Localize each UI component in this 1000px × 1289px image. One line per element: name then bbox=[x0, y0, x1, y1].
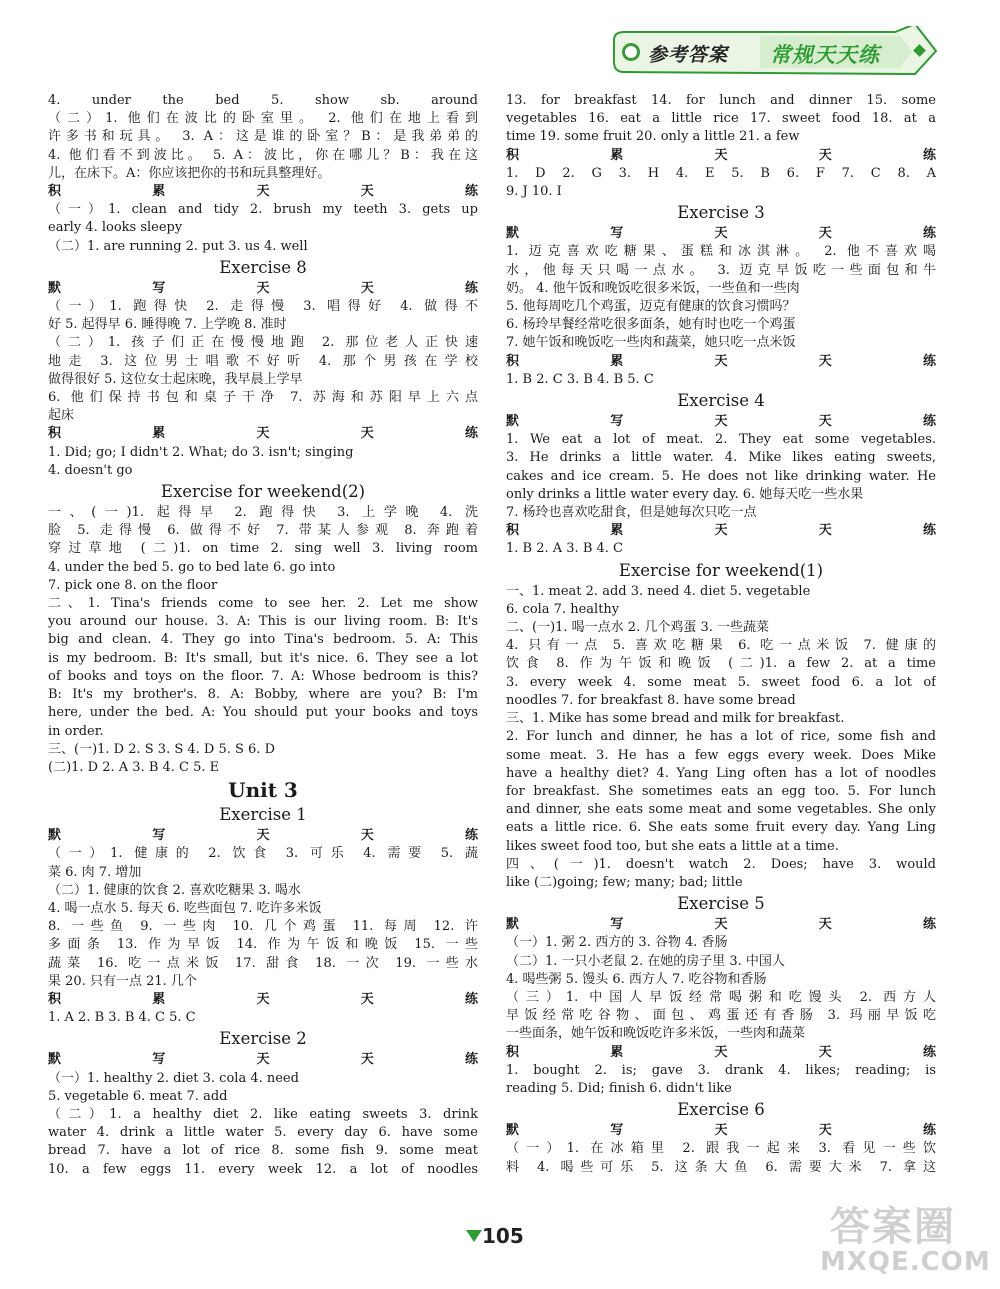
answer-line: for breakfast. She sometimes eats an egg too. 5. For lunch bbox=[506, 783, 936, 799]
page-number bbox=[466, 1222, 536, 1252]
answer-line: likes sweet food too, but she eats a little at a time. bbox=[506, 838, 839, 854]
answer-line: 4. 他们看不到波比。 5. A：波比，你在哪儿？B：我在这 bbox=[48, 147, 478, 163]
answer-line: 起床 bbox=[48, 408, 75, 424]
exercise-title: Exercise 4 bbox=[677, 391, 765, 411]
answer-line: 13. for breakfast 14. for lunch and dinner 15. some bbox=[506, 93, 936, 108]
answer-line: reading 5. Did; finish 6. didn't like bbox=[506, 1080, 732, 1096]
answer-line: some meat. 3. He has a few eggs every week. Does Mike bbox=[506, 747, 936, 763]
answer-line: big and clean. 4. They go into Tina's bedroom. 5. A: This bbox=[48, 632, 478, 648]
answer-line: （一）1. clean and tidy 2. brush my teeth 3. gets up bbox=[48, 202, 478, 218]
answer-line: （三）1. 中国人早饭经常喝粥和吃馒头 2. 西方人 bbox=[506, 989, 936, 1005]
triangle-icon bbox=[466, 1230, 482, 1242]
right-column bbox=[506, 92, 936, 1177]
answer-line: 二、1. Tina's friends come to see her. 2. Let me show bbox=[48, 596, 478, 612]
answer-line: time 19. some fruit 20. only a little 21. a few bbox=[506, 129, 800, 145]
answer-line: 2. For lunch and dinner, he has a lot of rice, some fish and bbox=[506, 729, 936, 745]
answer-line: 脸 5. 走得慢 6. 做得不好 7. 带某人参观 8. 奔跑着 bbox=[48, 523, 478, 539]
answer-line: （二）1. 孩子们正在慢慢地跑 2. 那位老人正快速 bbox=[48, 335, 478, 351]
answer-line: 蔬菜 16. 吃一点米饭 17. 甜食 18. 一次 19. 一些水 bbox=[48, 955, 478, 971]
answer-line: 4. 喝些粥 5. 馒头 6. 西方人 7. 吃谷物和香肠 bbox=[506, 971, 767, 987]
exercise-title: Exercise 1 bbox=[219, 805, 307, 825]
answer-title: 参考答案 bbox=[648, 44, 729, 66]
answer-line: is my bedroom. B: It's small, but it's nice. 6. They see a lot bbox=[48, 650, 478, 666]
answer-line: 6. 杨玲早餐经常吃很多面条，她有时也吃一个鸡蛋 bbox=[506, 317, 796, 333]
answer-line: 7. pick one 8. on the floor bbox=[48, 577, 218, 593]
answer-line: 4. 只有一点 5. 喜欢吃糖果 6. 吃一点米饭 7. 健康的 bbox=[506, 638, 936, 654]
answer-line: 一、(一)1. 起得早 2. 跑得快 3. 上学晚 4. 洗 bbox=[48, 505, 478, 521]
answer-line: 果 20. 只有一点 21. 几个 bbox=[48, 973, 197, 989]
answer-line: （二）1. a healthy diet 2. like eating sweets 3. drink bbox=[48, 1106, 478, 1122]
section-heading: 积累天天练 bbox=[48, 426, 478, 442]
section-heading: 积累天天练 bbox=[506, 147, 936, 163]
left-column bbox=[48, 92, 478, 1179]
answer-line: （二）1. 一只小老鼠 2. 在她的房子里 3. 中国人 bbox=[506, 953, 785, 969]
answer-line: 水，他每天只喝一点水。 3. 迈克早饭吃一些面包和牛 bbox=[506, 262, 936, 278]
answer-line: 二、(一)1. 喝一点水 2. 几个鸡蛋 3. 一些蔬菜 bbox=[506, 620, 770, 636]
answer-line: 饮食 8. 作为午饭和晚饭 (二)1. a few 2. at a time bbox=[506, 656, 936, 672]
answer-line: （一）1. 跑得快 2. 走得慢 3. 唱得好 4. 做得不 bbox=[48, 299, 478, 315]
answer-line: 6. 他们保持书包和桌子干净 7. 苏海和苏阳早上六点 bbox=[48, 390, 478, 406]
answer-line: B: It's my brother's. 8. A: Bobby, where are you? B: I'm bbox=[48, 687, 478, 703]
answer-line: 7. 她午饭和晚饭吃一些肉和蔬菜，她只吃一点米饭 bbox=[506, 335, 796, 351]
answer-line: 1. D 2. G 3. H 4. E 5. B 6. F 7. C 8. A bbox=[506, 165, 936, 181]
answer-line: 四、(一)1. doesn't watch 2. Does; have 3. would bbox=[506, 856, 936, 872]
answer-line: 7. 杨玲也喜欢吃甜食，但是她每次只吃一点 bbox=[506, 505, 757, 521]
answer-line: 1. B 2. A 3. B 4. C bbox=[506, 541, 623, 557]
answer-line: （一）1. 粥 2. 西方的 3. 谷物 4. 香肠 bbox=[506, 935, 728, 951]
answer-line: 1. 迈克喜欢吃糖果、蛋糕和冰淇淋。 2. 他不喜欢喝 bbox=[506, 244, 936, 260]
answer-line: （一）1. healthy 2. diet 3. cola 4. need bbox=[48, 1070, 299, 1086]
answer-line: 10. a few eggs 11. every week 12. a lot of noodles bbox=[48, 1161, 478, 1177]
answer-line: 菜 6. 肉 7. 增加 bbox=[48, 864, 142, 880]
answer-line: and dinner, she eats some meat and some vegetables. She only bbox=[506, 802, 936, 818]
section-heading: 积累天天练 bbox=[48, 184, 478, 200]
answer-line: （二）1. 健康的饮食 2. 喜欢吃糖果 3. 喝水 bbox=[48, 882, 301, 898]
section-heading: 默写天天练 bbox=[506, 414, 936, 430]
answer-line: 4. under the bed 5. go to bed late 6. go into bbox=[48, 559, 336, 575]
section-heading: 积累天天练 bbox=[506, 1044, 936, 1060]
answer-line: 4. doesn't go bbox=[48, 462, 133, 478]
answer-line: 9. J 10. I bbox=[506, 184, 562, 200]
section-heading: 默写天天练 bbox=[506, 226, 936, 242]
answer-line: 奶。 4. 他午饭和晚饭吃很多米饭，一些鱼和一些肉 bbox=[506, 280, 800, 296]
answer-line: water 4. drink a little water 5. every day 6. have some bbox=[48, 1125, 478, 1141]
answer-line: （二）1. 他们在波比的卧室里。 2. 他们在地上看到 bbox=[48, 111, 478, 127]
exercise-title: Exercise 2 bbox=[219, 1029, 307, 1049]
answer-line: 5. vegetable 6. meat 7. add bbox=[48, 1088, 228, 1104]
section-heading: 默写天天练 bbox=[48, 828, 478, 844]
answer-line: 6. cola 7. healthy bbox=[506, 601, 620, 617]
unit-title: Unit 3 bbox=[228, 778, 298, 803]
answer-line: 一、1. meat 2. add 3. need 4. diet 5. vegetable bbox=[506, 583, 811, 599]
answer-line: vegetables 16. eat a little rice 17. sweet food 18. at a bbox=[506, 111, 936, 127]
answer-line: 三、(一)1. D 2. S 3. S 4. D 5. S 6. D bbox=[48, 741, 276, 757]
section-heading: 默写天天练 bbox=[506, 1123, 936, 1139]
answer-line: 许多书和玩具。 3. A：这是谁的卧室？B：是我弟弟的 bbox=[48, 129, 478, 145]
answer-line: like (二)going; few; many; bad; little bbox=[506, 874, 743, 890]
answer-line: 做得很好 5. 这位女士起床晚，我早晨上学早 bbox=[48, 371, 303, 387]
answer-line: 1. B 2. C 3. B 4. B 5. C bbox=[506, 371, 654, 387]
answer-line: noodles 7. for breakfast 8. have some bread bbox=[506, 692, 796, 708]
exercise-title: Exercise 5 bbox=[677, 894, 765, 914]
answer-line: here, under the bed. A: You should put your books and toys bbox=[48, 705, 478, 721]
answer-line: have a healthy diet? 4. Yang Ling often has a lot of noodles bbox=[506, 765, 936, 781]
answer-line: 4. 喝一点水 5. 每天 6. 吃些面包 7. 吃许多米饭 bbox=[48, 900, 322, 916]
answer-line: （一）1. 在冰箱里 2. 跟我一起来 3. 看见一些饮 bbox=[506, 1141, 936, 1157]
section-heading: 默写天天练 bbox=[48, 280, 478, 296]
answer-line: 料 4. 喝些可乐 5. 这条大鱼 6. 需要大米 7. 拿这 bbox=[506, 1159, 936, 1175]
answer-line: early 4. looks sleepy bbox=[48, 220, 183, 236]
answer-line: 三、1. Mike has some bread and milk for breakfast. bbox=[506, 711, 845, 727]
answer-line: only drinks a little water every day. 6. 她每天吃一些水果 bbox=[506, 486, 864, 502]
series-title: 常规天天练 bbox=[770, 43, 880, 67]
answer-line: 1. We eat a lot of meat. 2. They eat some vegetables. bbox=[506, 432, 936, 448]
answer-line: (二)1. D 2. A 3. B 4. C 5. E bbox=[48, 759, 220, 775]
exercise-title: Exercise 6 bbox=[677, 1100, 765, 1120]
answer-line: 3. He drinks a little water. 4. Mike likes eating sweets, bbox=[506, 450, 936, 466]
answer-line: 1. A 2. B 3. B 4. C 5. C bbox=[48, 1010, 196, 1026]
watermark bbox=[810, 1195, 990, 1285]
exercise-title: Exercise for weekend(1) bbox=[618, 560, 824, 580]
answer-line: （二）1. are running 2. put 3. us 4. well bbox=[48, 238, 308, 254]
answer-line: cakes and ice cream. 5. He does not like drinking water. He bbox=[506, 468, 936, 484]
answer-line: 儿，在床下。A：你应该把你的书和玩具整理好。 bbox=[48, 165, 331, 181]
answer-line: 早饭经常吃谷物、面包、鸡蛋还有香肠 3. 玛丽早饭吃 bbox=[506, 1008, 936, 1024]
section-heading: 默写天天练 bbox=[506, 917, 936, 933]
watermark-text: 答案圈 bbox=[830, 1204, 956, 1250]
page-number-text: 105 bbox=[482, 1224, 524, 1248]
header-banner bbox=[610, 26, 940, 76]
answer-line: 1. bought 2. is; gave 3. drank 4. likes; reading; is bbox=[506, 1062, 936, 1078]
answer-line: 地走 3. 这位男士唱歌不好听 4. 那个男孩在学校 bbox=[48, 353, 478, 369]
answer-line: 1. Did; go; I didn't 2. What; do 3. isn't; singing bbox=[48, 444, 354, 460]
answer-line: of books and toys on the floor. 7. A: Whose bedroom is this? bbox=[48, 668, 478, 684]
answer-line: 好 5. 起得早 6. 睡得晚 7. 上学晚 8. 准时 bbox=[48, 317, 287, 333]
answer-line: eats a little rice. 6. She eats some fruit every day. Yang Ling bbox=[506, 820, 936, 836]
section-heading: 默写天天练 bbox=[48, 1052, 478, 1068]
circle-icon bbox=[622, 43, 640, 61]
answer-line: 8. 一些鱼 9. 一些肉 10. 几个鸡蛋 11. 每周 12. 许 bbox=[48, 919, 478, 935]
exercise-title: Exercise 8 bbox=[219, 257, 307, 277]
answer-line: 4. under the bed 5. show sb. around bbox=[48, 93, 478, 108]
answer-line: 3. every week 4. some meat 5. sweet food 6. a lot of bbox=[506, 674, 936, 690]
answer-line: 一些面条，她午饭和晚饭吃许多米饭，一些肉和蔬菜 bbox=[506, 1026, 806, 1042]
answer-line: 多面条 13. 作为早饭 14. 作为午饭和晚饭 15. 一些 bbox=[48, 937, 478, 953]
watermark-domain: MXQE.COM bbox=[820, 1247, 991, 1277]
exercise-title: Exercise for weekend(2) bbox=[160, 482, 366, 502]
exercise-title: Exercise 3 bbox=[677, 203, 765, 223]
section-heading: 积累天天练 bbox=[48, 991, 478, 1007]
answer-line: 穿过草地 (二)1. on time 2. sing well 3. living room bbox=[48, 541, 478, 557]
answer-line: in order. bbox=[48, 723, 104, 739]
answer-line: bread 7. have a lot of rice 8. some fish 9. some meat bbox=[48, 1143, 478, 1159]
section-heading: 积累天天练 bbox=[506, 523, 936, 539]
answer-line: you around our house. 3. A: This is our living room. B: It's bbox=[48, 614, 478, 630]
section-heading: 积累天天练 bbox=[506, 353, 936, 369]
answer-line: （一）1. 健康的 2. 饮食 3. 可乐 4. 需要 5. 蔬 bbox=[48, 846, 478, 862]
answer-line: 5. 他每周吃几个鸡蛋，迈克有健康的饮食习惯吗？ bbox=[506, 299, 796, 315]
